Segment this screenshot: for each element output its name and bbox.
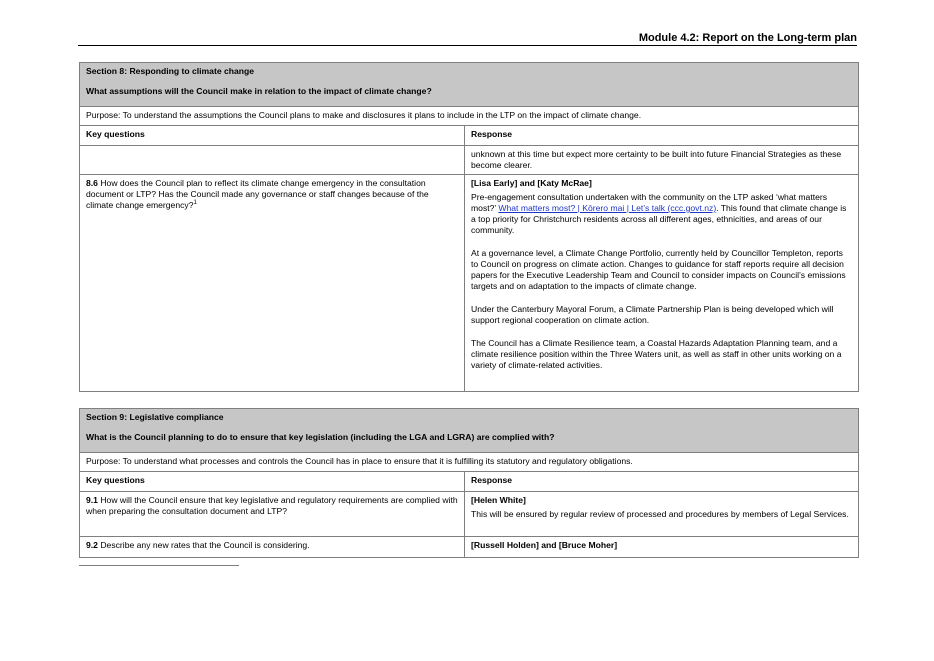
- header-rule: [78, 45, 857, 46]
- response-9-1-cell: [465, 492, 859, 537]
- question-9-2-text: Describe any new rates that the Council is considering.: [97, 540, 310, 550]
- response-9-1-text: This will be ensured by regular review of processed and procedures by members of Legal Services.: [471, 509, 849, 519]
- response-8-6-paragraph-4: The Council has a Climate Resilience team, a Coastal Hazards Adaptation Planning team, and a climate resilience position within the Three Waters unit, as well as staff in other units working on a variety of climate-related activities.: [471, 338, 842, 370]
- section-9-col-response: Response: [465, 472, 859, 492]
- section-8-header: [80, 63, 859, 107]
- footnote-separator: [79, 565, 239, 566]
- question-8-6-number: 8.6: [86, 178, 98, 188]
- section-9-header: [80, 409, 859, 453]
- response-9-2-cell: [465, 537, 859, 558]
- section-8-col-response: Response: [465, 126, 859, 146]
- response-9-1-responders: [Helen White]: [471, 495, 526, 505]
- response-9-2-responders: [Russell Holden] and [Bruce Moher]: [471, 540, 618, 550]
- question-9-1-text: How will the Council ensure that key legislative and regulatory requirements are complied with when preparing the consultation document and LTP?: [86, 495, 458, 516]
- question-9-2-number: 9.2: [86, 540, 98, 550]
- section-9-purpose: Purpose: To understand what processes and controls the Council has in place to ensure that it is fulfilling its statutory and regulatory obligations.: [80, 453, 859, 472]
- section-8-continued-response: unknown at this time but expect more certainty to be built into future Financial Strategies as these become clearer.: [465, 146, 859, 175]
- footnote-reference[interactable]: 1: [193, 200, 197, 206]
- question-8-6-text: How does the Council plan to reflect its climate change emergency in the consultation document or LTP? Has the Council made any governance or staff changes because of the climate change emergency?: [86, 178, 429, 210]
- section-9-col-questions: Key questions: [80, 472, 465, 492]
- response-8-6-responders: [Lisa Early] and [Katy McRae]: [471, 178, 592, 188]
- page-header-title: Module 4.2: Report on the Long-term plan: [638, 32, 857, 44]
- section-8-table: [79, 62, 859, 392]
- section-8-title: Section 8: Responding to climate change: [86, 66, 255, 76]
- section-8-continued-question-cell: [80, 146, 465, 175]
- response-8-6-paragraph-2: At a governance level, a Climate Change Portfolio, currently held by Councillor Templeton, reports to Council on progress on climate action. Changes to guidance for staff reports require all decision papers for the Executive Leadership Team and Council to consider impacts on Council’s emissions targets and on adaptation to the impacts of climate change.: [471, 248, 846, 291]
- response-8-6-paragraph-3: Under the Canterbury Mayoral Forum, a Climate Partnership Plan is being developed which will support regional cooperation on climate action.: [471, 304, 834, 325]
- question-9-1-number: 9.1: [86, 495, 98, 505]
- section-9-table: [79, 408, 859, 558]
- what-matters-most-link[interactable]: What matters most? | Kōrero mai | Let’s talk (ccc.govt.nz): [498, 203, 717, 213]
- question-8-6-cell: [80, 175, 465, 392]
- section-9-question: What is the Council planning to do to ensure that key legislation (including the LGA and LGRA) are complied with?: [86, 432, 555, 442]
- question-9-1-cell: [80, 492, 465, 537]
- response-8-6-paragraph-1: Pre-engagement consultation undertaken with the community on the LTP asked ‘what matters most?’ What matters most? | Kōrero mai | Let’s talk (ccc.govt.nz). This found that climate change is a top priority for Christchurch residents across all different ages, ethnicities, and areas of our community.: [471, 192, 847, 235]
- response-8-6-cell: [465, 175, 859, 392]
- section-8-col-questions: Key questions: [80, 126, 465, 146]
- section-9-title: Section 9: Legislative compliance: [86, 412, 224, 422]
- question-9-2-cell: [80, 537, 465, 558]
- section-8-question: What assumptions will the Council make in relation to the impact of climate change?: [86, 86, 432, 96]
- section-8-purpose: Purpose: To understand the assumptions the Council plans to make and disclosures it plans to include in the LTP on the impact of climate change.: [80, 107, 859, 126]
